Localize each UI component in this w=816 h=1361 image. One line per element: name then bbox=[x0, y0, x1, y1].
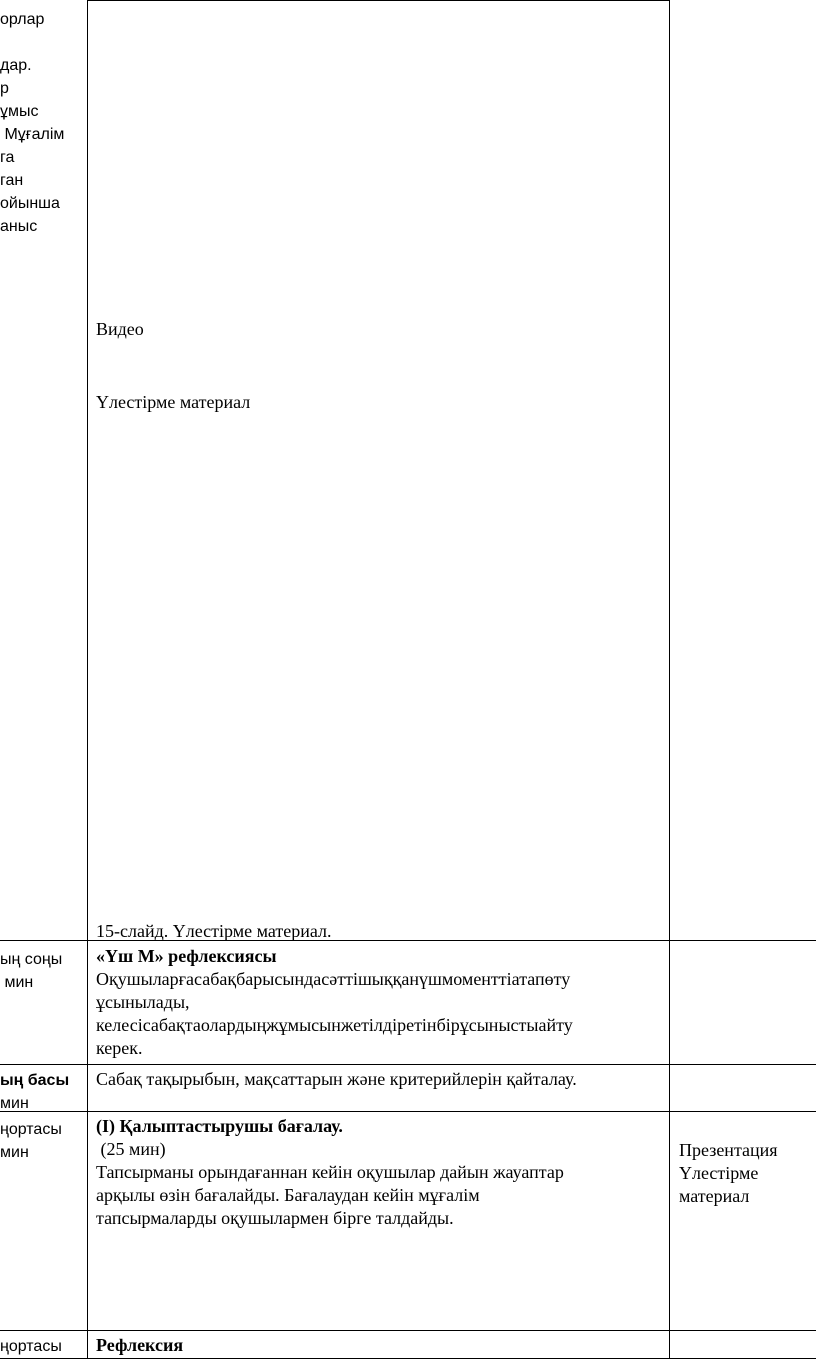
row3-left-cell bbox=[0, 1069, 69, 1115]
row4-left-cell bbox=[0, 1118, 62, 1164]
row-divider-4 bbox=[0, 1330, 816, 1331]
row2-body-line: ұсынылады, bbox=[96, 992, 190, 1012]
row1-left-line: аныс bbox=[0, 218, 38, 235]
row-divider-3 bbox=[0, 1111, 816, 1112]
row4-resource-line: Презентация bbox=[679, 1140, 778, 1160]
row3-main-text: Сабақ тақырыбын, мақсаттарын және критерийлерін қайталау. bbox=[96, 1069, 577, 1089]
row4-body-line: Тапсырманы орындағаннан кейін оқушылар дайын жауаптар bbox=[96, 1162, 564, 1182]
row4-body-line: (25 мин) bbox=[96, 1139, 166, 1159]
row4-left-line: мин bbox=[0, 1144, 29, 1161]
row1-left-line: ұмыс bbox=[0, 103, 39, 120]
row5-title: Рефлексия bbox=[96, 1335, 184, 1355]
row2-main-cell bbox=[96, 945, 573, 1060]
table-bottom-border bbox=[0, 1358, 816, 1359]
row1-left-line: ойынша bbox=[0, 195, 60, 212]
row5-left-text: ңортасы bbox=[0, 1338, 62, 1355]
row1-left-line: га bbox=[0, 149, 15, 166]
row3-left-line: мин bbox=[0, 1095, 29, 1112]
row1-left-line: р bbox=[0, 80, 9, 97]
row4-body-line: тапсырмаларды оқушылармен бірге талдайды. bbox=[96, 1208, 454, 1228]
row4-title: (І) Қалыптастырушы бағалау. bbox=[96, 1116, 343, 1136]
row4-resource-line: материал bbox=[679, 1186, 750, 1206]
row2-left-line: мин bbox=[0, 974, 34, 991]
row1-video-label: Видео bbox=[96, 319, 144, 339]
row4-resource-line: Үлестірме bbox=[679, 1163, 759, 1183]
row4-body-line: арқылы өзін бағалайды. Бағалаудан кейін мұғалім bbox=[96, 1185, 480, 1205]
row2-left-line: ың соңы bbox=[0, 951, 63, 968]
row1-left-line: Мұғалім bbox=[0, 126, 65, 143]
row1-slide-caption: 15-слайд. Үлестірме материал. bbox=[96, 921, 332, 941]
row4-main-cell bbox=[96, 1115, 564, 1230]
row4-resources-cell bbox=[679, 1139, 778, 1208]
row3-left-line: ың басы bbox=[0, 1072, 70, 1089]
row1-handout-label: Үлестірме материал bbox=[96, 392, 251, 412]
row1-left-line: ган bbox=[0, 172, 24, 189]
row1-left-line bbox=[0, 31, 64, 54]
row2-body-line: керек. bbox=[96, 1038, 143, 1058]
column-divider-left bbox=[87, 0, 88, 1359]
row2-title: «Үш М» рефлексиясы bbox=[96, 946, 277, 966]
row2-body-line: келесісабақтаолардыңжұмысынжетілдіретінбірұсыныстыайту bbox=[96, 1015, 573, 1035]
row1-left-cell bbox=[0, 8, 64, 238]
row1-left-line: дар. bbox=[0, 57, 32, 74]
table-top-border bbox=[87, 0, 670, 1]
row4-left-line: ңортасы bbox=[0, 1121, 62, 1138]
column-divider-right bbox=[669, 0, 670, 1359]
row1-left-line: орлар bbox=[0, 11, 45, 28]
row2-left-cell bbox=[0, 948, 62, 994]
row2-body-line: Оқушыларғасабақбарысындасәттішыққанүшмоменттіатапөту bbox=[96, 969, 571, 989]
row-divider-2 bbox=[0, 1064, 816, 1065]
